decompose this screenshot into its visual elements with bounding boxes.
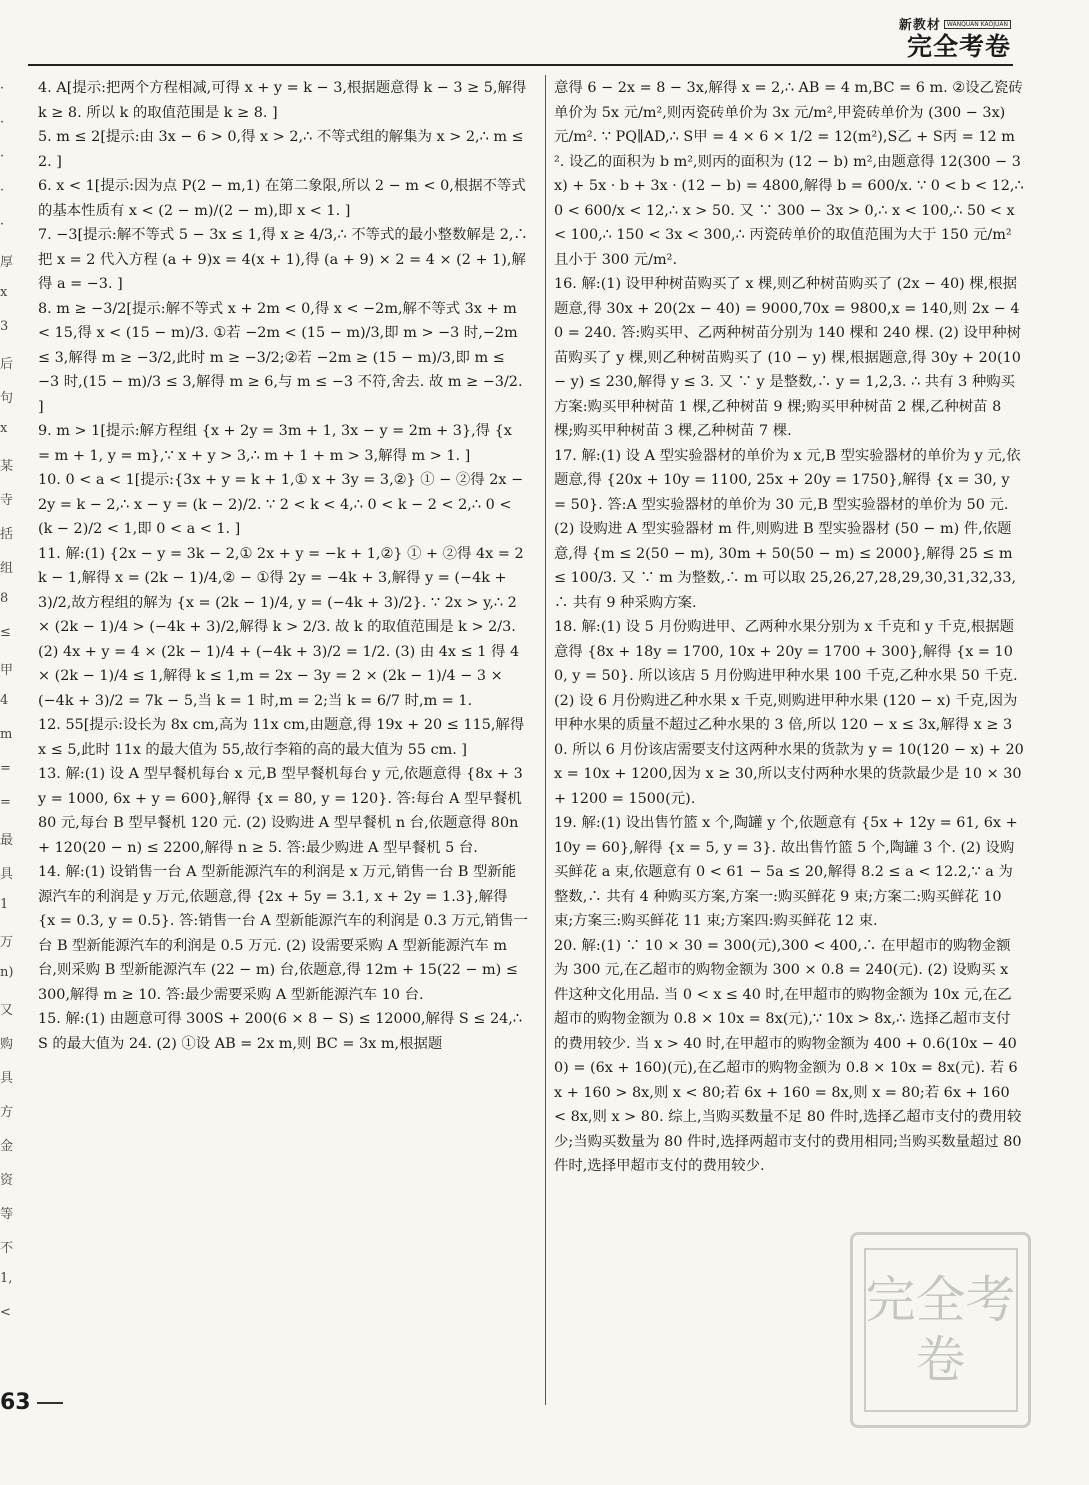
margin-fragment: 后	[0, 357, 14, 372]
watermark-text: 完全考卷	[864, 1248, 1018, 1412]
margin-fragment: 不	[0, 1241, 14, 1256]
answer-paragraph: 11. 解:(1) {2x − y = 3k − 2,① 2x + y = −k + 1,②} ① + ②得 4x = 2k − 1,解得 x = (2k − 1)/4,② − ①得 2y = −4k + 3,解得 y = (−4k + 3)/2,故方程组的解为 {x = (2k − 1)/4, y = (−4k + 3)/2}. ∵ 2x > y,∴ 2 × (2k − 1)/4 > (−4k + 3)/2,解得 k > 2/3. 故 k 的取值范围是 k > 2/3. (2) 4x + y = 4 × (2k − 1)/4 + (−4k + 3)/2 = 1/2. (3) 由 4x ≤ 1 得 4 × (2k − 1)/4 ≤ 1,解得 k ≤ 1,m = 2x − 3y = 2 × (2k − 1)/4 − 3 × (−4k + 3)/2 = 7k − 5,当 k = 1 时,m = 2;当 k = 6/7 时,m = 1.	[38, 545, 524, 709]
header	[899, 14, 1011, 61]
answer-paragraph: 19. 解:(1) 设出售竹篮 x 个,陶罐 y 个,依题意有 {5x + 12y = 61, 6x + 10y = 60},解得 {x = 5, y = 3}. 故出售竹篮 5 个,陶罐 3 个. (2) 设购买鲜花 a 束,依题意有 0 < 61 − 5a ≤ 20,解得 8.2 ≤ a < 12.2,∵ a 为整数,∴ 共有 4 种购买方案,方案一:购买鲜花 9 束;方案二:购买鲜花 10 束;方案三:购买鲜花 11 束;方案四:购买鲜花 12 束.	[554, 815, 1018, 929]
margin-fragment: 1,	[0, 1271, 13, 1286]
answer-paragraph: 18. 解:(1) 设 5 月份购进甲、乙两种水果分别为 x 千克和 y 千克,根据题意得 {8x + 18y = 1700, 10x + 20y = 1700 + 300},解得 {x = 100, y = 50}. 所以该店 5 月份购进甲种水果 100 千克,乙种水果 50 千克. (2) 设 6 月份购进乙种水果 x 千克,则购进甲种水果 (120 − x) 千克,因为甲种水果的质量不超过乙种水果的 3 倍,所以 120 − x ≤ 3x,解得 x ≥ 30. 所以 6 月份该店需要支付这两种水果的货款为 y = 10(120 − x) + 20x = 10x + 1200,因为 x ≥ 30,所以支付两种水果的货款最少是 10 × 30 + 1200 = 1500(元).	[554, 619, 1024, 807]
answer-paragraph: 15. 解:(1) 由题意可得 300S + 200(6 × 8 − S) ≤ 12000,解得 S ≤ 24,∴ S 的最大值为 24. (2) ①设 AB = 2x m,则 BC = 3x m,根据题	[38, 1011, 523, 1052]
margin-fragment: 最	[0, 833, 14, 848]
margin-fragment: 甲	[0, 663, 14, 678]
margin-fragment: <	[0, 1305, 11, 1320]
margin-fragment: 方	[0, 1105, 14, 1120]
margin-fragment: 资	[0, 1173, 14, 1188]
margin-fragment: ·	[0, 217, 5, 232]
answer-paragraph: 16. 解:(1) 设甲种树苗购买了 x 棵,则乙种树苗购买了 (2x − 40) 棵,根据题意,得 30x + 20(2x − 40) = 9000,70x = 9800,x = 140,则 2x − 40 = 240. 答:购买甲、乙两种树苗分别为 140 棵和 240 棵. (2) 设甲种树苗购买了 y 棵,则乙种树苗购买了 (10 − y) 棵,根据题意,得 30y + 20(10 − y) ≤ 230,解得 y ≤ 3. 又 ∵ y 是整数,∴ y = 1,2,3. ∴ 共有 3 种购买方案:购买甲种树苗 1 棵,乙种树苗 9 棵;购买甲种树苗 2 棵,乙种树苗 8 棵;购买甲种树苗 3 棵,乙种树苗 7 棵.	[554, 276, 1021, 439]
page-number: 63	[0, 1390, 63, 1415]
margin-fragment: 某	[0, 459, 14, 474]
margin-fragment: 购	[0, 1037, 14, 1052]
margin-fragment: 又	[0, 1003, 14, 1018]
margin-fragment: n)	[0, 965, 14, 980]
margin-fragment: 句	[0, 391, 14, 406]
margin-fragment: 厚	[0, 255, 14, 270]
margin-fragment: ≤	[0, 625, 11, 640]
right-column	[554, 76, 1024, 1179]
left-margin-strip	[0, 75, 14, 1375]
brand-title: 完全考卷	[906, 32, 1011, 61]
margin-fragment: 金	[0, 1139, 14, 1154]
margin-fragment: 1	[0, 897, 9, 912]
margin-fragment: =	[0, 795, 11, 810]
answer-paragraph: 14. 解:(1) 设销售一台 A 型新能源汽车的利润是 x 万元,销售一台 B 型新能源汽车的利润是 y 万元,依题意,得 {2x + 5y = 3.1, x + 2y = 1.3},解得 {x = 0.3, y = 0.5}. 答:销售一台 A 型新能源汽车的利润是 0.3 万元,销售一台 B 型新能源汽车的利润是 0.5 万元. (2) 设需要采购 A 型新能源汽车 m 台,则采购 B 型新能源汽车 (22 − m) 台,依题意,得 12m + 15(22 − m) ≤ 300,解得 m ≥ 10. 答:最少需要采购 A 型新能源汽车 10 台.	[38, 864, 528, 1003]
answer-paragraph: 意得 6 − 2x = 8 − 3x,解得 x = 2,∴ AB = 4 m,BC = 6 m. ②设乙瓷砖单价为 5x 元/m²,则丙瓷砖单价为 3x 元/m²,甲瓷砖单价为 (300 − 3x) 元/m². ∵ PQ∥AD,∴ S甲 = 4 × 6 × 1/2 = 12(m²),S乙 + S丙 = 12 m². 设乙的面积为 b m²,则丙的面积为 (12 − b) m²,由题意得 12(300 − 3x) + 5x · b + 3x · (12 − b) = 4800,解得 b = 600/x. ∵ 0 < b < 12,∴ 0 < 600/x < 12,∴ x > 50. 又 ∵ 300 − 3x > 0,∴ x < 100,∴ 50 < x < 100,∴ 150 < 3x < 300,∴ 丙瓷砖单价的取值范围为大于 150 元/m² 且小于 300 元/m².	[554, 80, 1024, 268]
answer-paragraph: 17. 解:(1) 设 A 型实验器材的单价为 x 元,B 型实验器材的单价为 y 元,依题意,得 {20x + 10y = 1100, 25x + 20y = 1750},解得 {x = 30, y = 50}. 答:A 型实验器材的单价为 30 元,B 型实验器材的单价为 50 元. (2) 设购进 A 型实验器材 m 件,则购进 B 型实验器材 (50 − m) 件,依题意,得 {m ≤ 2(50 − m), 30m + 50(50 − m) ≤ 2000},解得 25 ≤ m ≤ 100/3. 又 ∵ m 为整数,∴ m 可以取 25,26,27,28,29,30,31,32,33,∴ 共有 9 种采购方案.	[554, 447, 1021, 611]
answer-paragraph: 7. −3[提示:解不等式 5 − 3x ≤ 1,得 x ≥ 4/3,∴ 不等式的最小整数解是 2,∴ 把 x = 2 代入方程 (a + 9)x = 4(x + 1),得 (a + 9) × 2 = 4 × (2 + 1),解得 a = −3. ]	[38, 227, 528, 292]
left-column	[38, 76, 528, 1056]
margin-fragment: 4	[0, 693, 9, 708]
answer-paragraph: 6. x < 1[提示:因为点 P(2 − m,1) 在第二象限,所以 2 − m < 0,根据不等式的基本性质有 x < (2 − m)/(2 − m),即 x < 1. ]	[38, 178, 526, 219]
margin-fragment: 括	[0, 527, 14, 542]
watermark-stamp	[850, 1232, 1031, 1428]
header-rule	[28, 64, 1013, 66]
margin-fragment: m	[0, 727, 13, 742]
answer-paragraph: 12. 55[提示:设长为 8x cm,高为 11x cm,由题意,得 19x + 20 ≤ 115,解得 x ≤ 5,此时 11x 的最大值为 55,故行李箱的高的最大值为 55 cm. ]	[38, 717, 525, 758]
margin-fragment: 寺	[0, 493, 14, 508]
margin-fragment: 8	[0, 591, 9, 606]
brand-tag: WANQUAN KAOJUAN	[944, 20, 1011, 29]
answer-paragraph: 8. m ≥ −3/2[提示:解不等式 x + 2m < 0,得 x < −2m,解不等式 3x + m < 15,得 x < (15 − m)/3. ①若 −2m < (15 − m)/3,即 m > −3 时,−2m ≤ 3,解得 m ≥ −3/2,此时 m ≥ −3/2;②若 −2m ≥ (15 − m)/3,即 m ≤ −3 时,(15 − m)/3 ≤ 3,解得 m ≥ 6,与 m ≤ −3 不符,舍去. 故 m ≥ −3/2. ]	[38, 300, 523, 415]
margin-fragment: 具	[0, 867, 14, 882]
brand-small: 新教材	[898, 18, 941, 33]
margin-fragment: ·	[0, 149, 5, 164]
answer-paragraph: 10. 0 < a < 1[提示:{3x + y = k + 1,① x + 3y = 3,②} ① − ②得 2x − 2y = k − 2,∴ x − y = (k − 2)/2. ∵ 2 < k < 4,∴ 0 < k − 2 < 2,∴ 0 < (k − 2)/2 < 1,即 0 < a < 1. ]	[38, 472, 524, 537]
margin-fragment: ·	[0, 81, 5, 96]
margin-fragment: x	[0, 285, 8, 300]
margin-fragment: 3	[0, 319, 9, 334]
margin-fragment: =	[0, 761, 11, 776]
answer-paragraph: 5. m ≤ 2[提示:由 3x − 6 > 0,得 x > 2,∴ 不等式组的解集为 x > 2,∴ m ≤ 2. ]	[38, 129, 524, 170]
margin-fragment: x	[0, 421, 8, 436]
answer-paragraph: 20. 解:(1) ∵ 10 × 30 = 300(元),300 < 400,∴ 在甲超市的购物金额为 300 元,在乙超市的购物金额为 300 × 0.8 = 240(元). (2) 设购买 x 件这种文化用品. 当 0 < x ≤ 40 时,在甲超市的购物金额为 10x 元,在乙超市的购物金额为 0.8 × 10x = 8x(元),∵ 10x > 8x,∴ 选择乙超市支付的费用较少. 当 x > 40 时,在甲超市的购物金额为 400 + 0.6(10x − 400) = (6x + 160)(元),在乙超市的购物金额为 0.8 × 10x = 8x(元). 若 6x + 160 > 8x,则 x < 80;若 6x + 160 = 8x,则 x = 80;若 6x + 160 < 8x,则 x > 80. 综上,当购买数量不足 80 件时,选择乙超市支付的费用较少;当购买数量为 80 件时,选择两超市支付的费用相同;当购买数量超过 80 件时,选择甲超市支付的费用较少.	[554, 937, 1022, 1174]
answer-paragraph: 4. A[提示:把两个方程相减,可得 x + y = k − 3,根据题意得 k − 3 ≥ 5,解得 k ≥ 8. 所以 k 的取值范围是 k ≥ 8. ]	[38, 80, 527, 121]
margin-fragment: 组	[0, 561, 14, 576]
margin-fragment: 等	[0, 1207, 14, 1222]
margin-fragment: 具	[0, 1071, 14, 1086]
answer-paragraph: 13. 解:(1) 设 A 型早餐机每台 x 元,B 型早餐机每台 y 元,依题意得 {8x + 3y = 1000, 6x + y = 600},解得 {x = 80, y = 120}. 答:每台 A 型早餐机 80 元,每台 B 型早餐机 120 元. (2) 设购进 A 型早餐机 n 台,依题意得 80n + 120(20 − n) ≤ 2200,解得 n ≥ 5. 答:最少购进 A 型早餐机 5 台.	[38, 766, 523, 856]
column-divider	[545, 75, 546, 1405]
answer-paragraph: 9. m > 1[提示:解方程组 {x + 2y = 3m + 1, 3x − y = 2m + 3},得 {x = m + 1, y = m},∵ x + y > 3,∴ m + 1 + m > 3,解得 m > 1. ]	[38, 423, 512, 464]
margin-fragment: ·	[0, 183, 5, 198]
margin-fragment: 万	[0, 935, 14, 950]
margin-fragment: ·	[0, 115, 5, 130]
